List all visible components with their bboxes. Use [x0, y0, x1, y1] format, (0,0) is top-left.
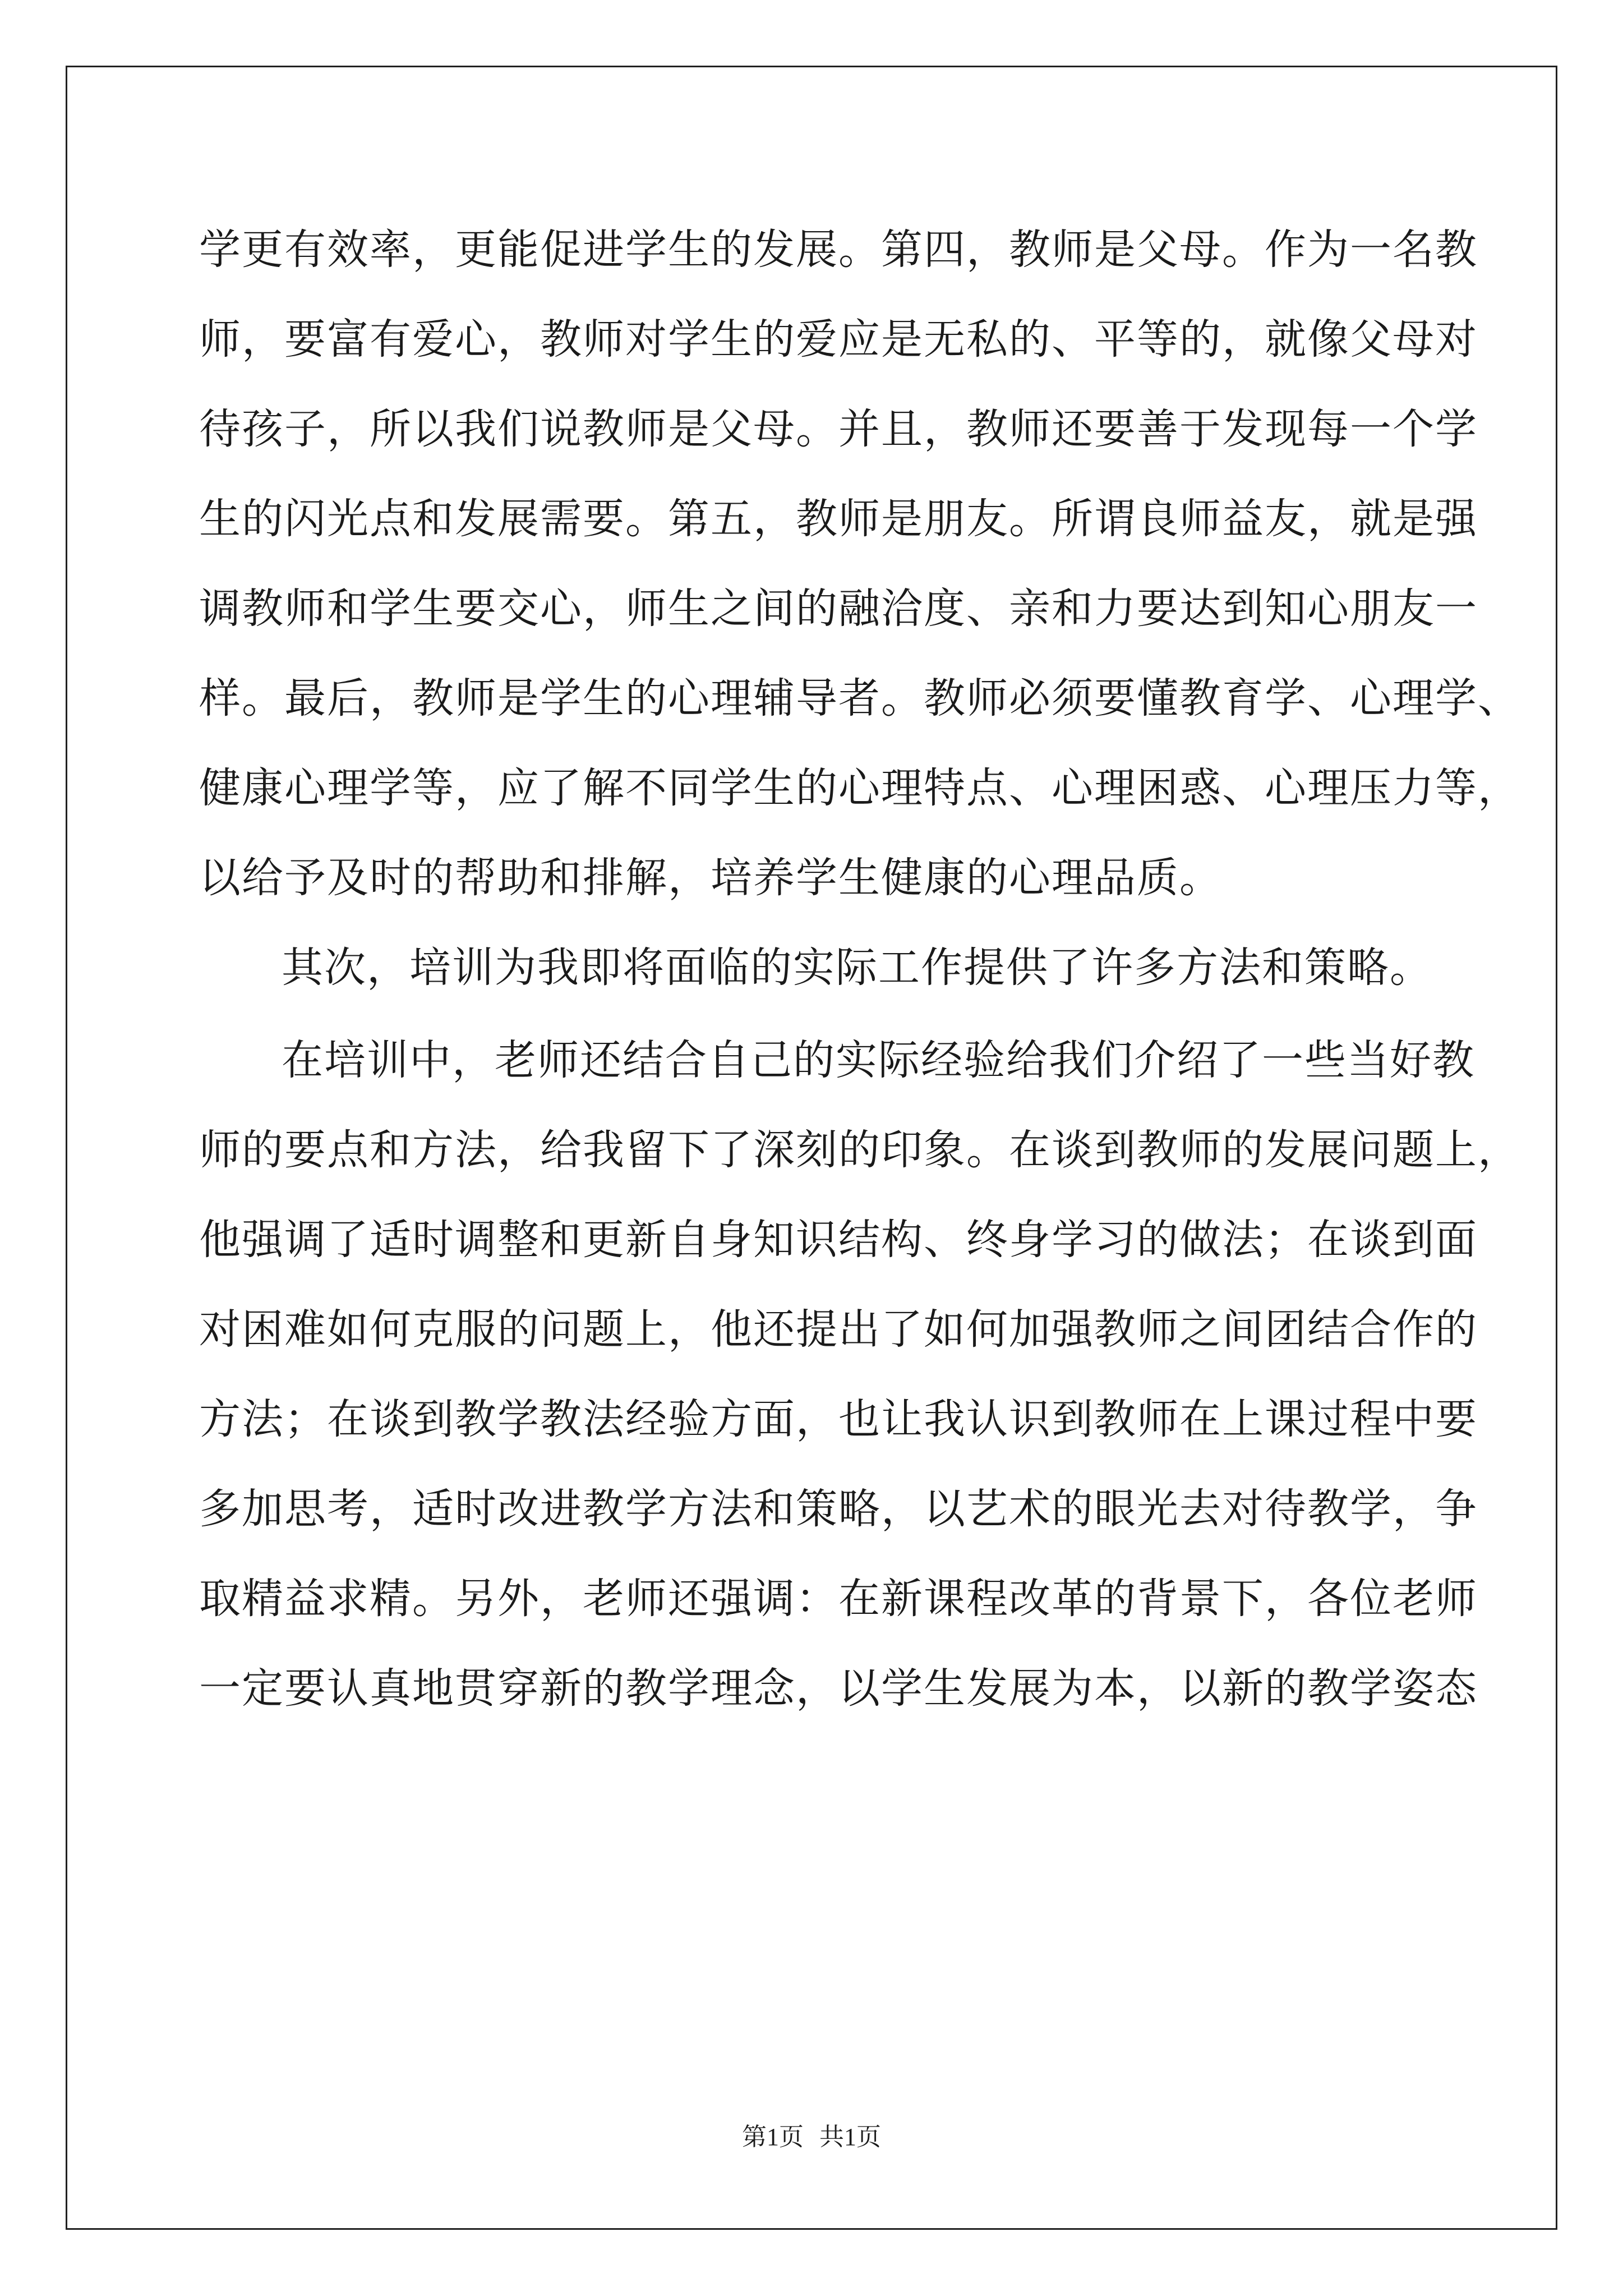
text-line: 取精益求精。另外，老师还强调：在新课程改革的背景下，各位老师 [199, 1575, 1478, 1623]
text-line: 待孩子，所以我们说教师是父母。并且，教师还要善于发现每一个学 [199, 405, 1478, 453]
page-total: 共1页 [819, 2123, 881, 2151]
page-number: 第1页 [742, 2123, 804, 2151]
text-line: 健康心理学等，应了解不同学生的心理特点、心理困惑、心理压力等， [199, 764, 1520, 812]
text-line: 学更有效率，更能促进学生的发展。第四，教师是父母。作为一名教 [199, 226, 1478, 274]
text-line: 对困难如何克服的问题上，他还提出了如何加强教师之间团结合作的 [199, 1305, 1478, 1354]
text-line: 以给予及时的帮助和排解，培养学生健康的心理品质。 [199, 854, 1222, 902]
text-line: 生的闪光点和发展需要。第五，教师是朋友。所谓良师益友，就是强 [199, 495, 1478, 543]
paragraph-first-line: 其次，培训为我即将面临的实际工作提供了许多方法和策略。 [282, 944, 1432, 992]
text-line: 他强调了适时调整和更新自身知识结构、终身学习的做法；在谈到面 [199, 1216, 1478, 1264]
text-line: 调教师和学生要交心，师生之间的融洽度、亲和力要达到知心朋友一 [199, 585, 1478, 633]
text-line: 方法；在谈到教学教法经验方面，也让我认识到教师在上课过程中要 [199, 1395, 1478, 1443]
text-line: 师的要点和方法，给我留下了深刻的印象。在谈到教师的发展问题上， [199, 1126, 1520, 1174]
text-line: 多加思考，适时改进教学方法和策略，以艺术的眼光去对待教学，争 [199, 1485, 1478, 1533]
text-line: 一定要认真地贯穿新的教学理念，以学生发展为本，以新的教学姿态 [199, 1664, 1478, 1713]
paragraph-first-line: 在培训中，老师还结合自己的实际经验给我们介绍了一些当好教 [282, 1036, 1475, 1084]
text-line: 师，要富有爱心，教师对学生的爱应是无私的、平等的，就像父母对 [199, 315, 1478, 364]
page-footer [0, 2120, 1623, 2154]
text-line: 样。最后，教师是学生的心理辅导者。教师必须要懂教育学、心理学、 [199, 674, 1520, 723]
